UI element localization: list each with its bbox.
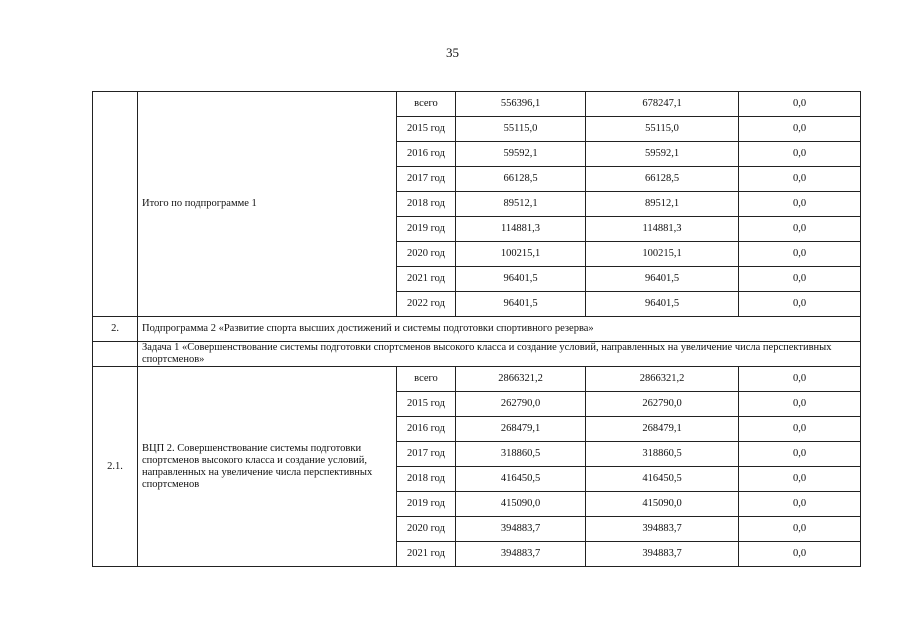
- value-total-cell: 2866321,2: [456, 367, 586, 392]
- value-extra-cell: 0,0: [739, 442, 861, 467]
- value-plan-cell: 262790,0: [586, 392, 739, 417]
- period-cell: 2016 год: [397, 417, 456, 442]
- period-cell: 2016 год: [397, 142, 456, 167]
- subprogram-number: 2.: [93, 317, 138, 342]
- value-plan-cell: 394883,7: [586, 517, 739, 542]
- table-row: [93, 92, 861, 117]
- task-number-cell: [93, 342, 138, 367]
- value-extra-cell: 0,0: [739, 517, 861, 542]
- value-plan-cell: 96401,5: [586, 267, 739, 292]
- row-number-cell: 2.1.: [93, 367, 138, 567]
- value-extra-cell: 0,0: [739, 167, 861, 192]
- value-plan-cell: 416450,5: [586, 467, 739, 492]
- value-plan-cell: 2866321,2: [586, 367, 739, 392]
- value-plan-cell: 100215,1: [586, 242, 739, 267]
- subprogram-title: Подпрограмма 2 «Развитие спорта высших достижений и системы подготовки спортивного резерва»: [138, 317, 861, 342]
- value-extra-cell: 0,0: [739, 292, 861, 317]
- value-extra-cell: 0,0: [739, 367, 861, 392]
- table-row: [93, 367, 861, 392]
- value-plan-cell: 394883,7: [586, 542, 739, 567]
- value-plan-cell: 415090,0: [586, 492, 739, 517]
- subtotal-section: [93, 92, 861, 317]
- value-extra-cell: 0,0: [739, 92, 861, 117]
- subprogram-section: [93, 317, 861, 367]
- value-total-cell: 268479,1: [456, 417, 586, 442]
- period-cell: 2020 год: [397, 242, 456, 267]
- value-extra-cell: 0,0: [739, 542, 861, 567]
- value-total-cell: 416450,5: [456, 467, 586, 492]
- value-total-cell: 96401,5: [456, 267, 586, 292]
- period-cell: 2018 год: [397, 467, 456, 492]
- value-plan-cell: 114881,3: [586, 217, 739, 242]
- period-cell: 2018 год: [397, 192, 456, 217]
- value-total-cell: 415090,0: [456, 492, 586, 517]
- item-name-cell: Итого по подпрограмме 1: [138, 92, 397, 317]
- period-cell: всего: [397, 367, 456, 392]
- value-total-cell: 394883,7: [456, 542, 586, 567]
- subprogram-row: [93, 317, 861, 342]
- value-plan-cell: 268479,1: [586, 417, 739, 442]
- program-section: [93, 367, 861, 567]
- period-cell: 2015 год: [397, 392, 456, 417]
- value-total-cell: 262790,0: [456, 392, 586, 417]
- period-cell: 2020 год: [397, 517, 456, 542]
- value-plan-cell: 59592,1: [586, 142, 739, 167]
- budget-table: [92, 91, 861, 567]
- value-total-cell: 556396,1: [456, 92, 586, 117]
- value-total-cell: 96401,5: [456, 292, 586, 317]
- value-total-cell: 394883,7: [456, 517, 586, 542]
- value-plan-cell: 318860,5: [586, 442, 739, 467]
- value-total-cell: 66128,5: [456, 167, 586, 192]
- task-row: [93, 342, 861, 367]
- value-total-cell: 114881,3: [456, 217, 586, 242]
- task-text: Задача 1 «Совершенствование системы подготовки спортсменов высокого класса и создание условий, направленных на увеличение числа перспективных спортсменов»: [138, 342, 861, 367]
- value-extra-cell: 0,0: [739, 417, 861, 442]
- period-cell: 2017 год: [397, 442, 456, 467]
- period-cell: 2017 год: [397, 167, 456, 192]
- value-extra-cell: 0,0: [739, 192, 861, 217]
- value-plan-cell: 55115,0: [586, 117, 739, 142]
- value-plan-cell: 678247,1: [586, 92, 739, 117]
- value-extra-cell: 0,0: [739, 117, 861, 142]
- period-cell: всего: [397, 92, 456, 117]
- period-cell: 2022 год: [397, 292, 456, 317]
- period-cell: 2019 год: [397, 217, 456, 242]
- value-plan-cell: 89512,1: [586, 192, 739, 217]
- value-plan-cell: 66128,5: [586, 167, 739, 192]
- value-total-cell: 100215,1: [456, 242, 586, 267]
- item-name-cell: ВЦП 2. Совершенствование системы подготовки спортсменов высокого класса и создание условий, направленных на увеличение числа перспективных спортсменов: [138, 367, 397, 567]
- value-extra-cell: 0,0: [739, 492, 861, 517]
- value-total-cell: 55115,0: [456, 117, 586, 142]
- value-total-cell: 89512,1: [456, 192, 586, 217]
- value-extra-cell: 0,0: [739, 267, 861, 292]
- period-cell: 2019 год: [397, 492, 456, 517]
- value-extra-cell: 0,0: [739, 467, 861, 492]
- period-cell: 2015 год: [397, 117, 456, 142]
- period-cell: 2021 год: [397, 267, 456, 292]
- value-total-cell: 59592,1: [456, 142, 586, 167]
- row-number-cell: [93, 92, 138, 317]
- period-cell: 2021 год: [397, 542, 456, 567]
- value-plan-cell: 96401,5: [586, 292, 739, 317]
- value-extra-cell: 0,0: [739, 392, 861, 417]
- page-number: 35: [446, 45, 459, 60]
- value-total-cell: 318860,5: [456, 442, 586, 467]
- value-extra-cell: 0,0: [739, 217, 861, 242]
- value-extra-cell: 0,0: [739, 242, 861, 267]
- value-extra-cell: 0,0: [739, 142, 861, 167]
